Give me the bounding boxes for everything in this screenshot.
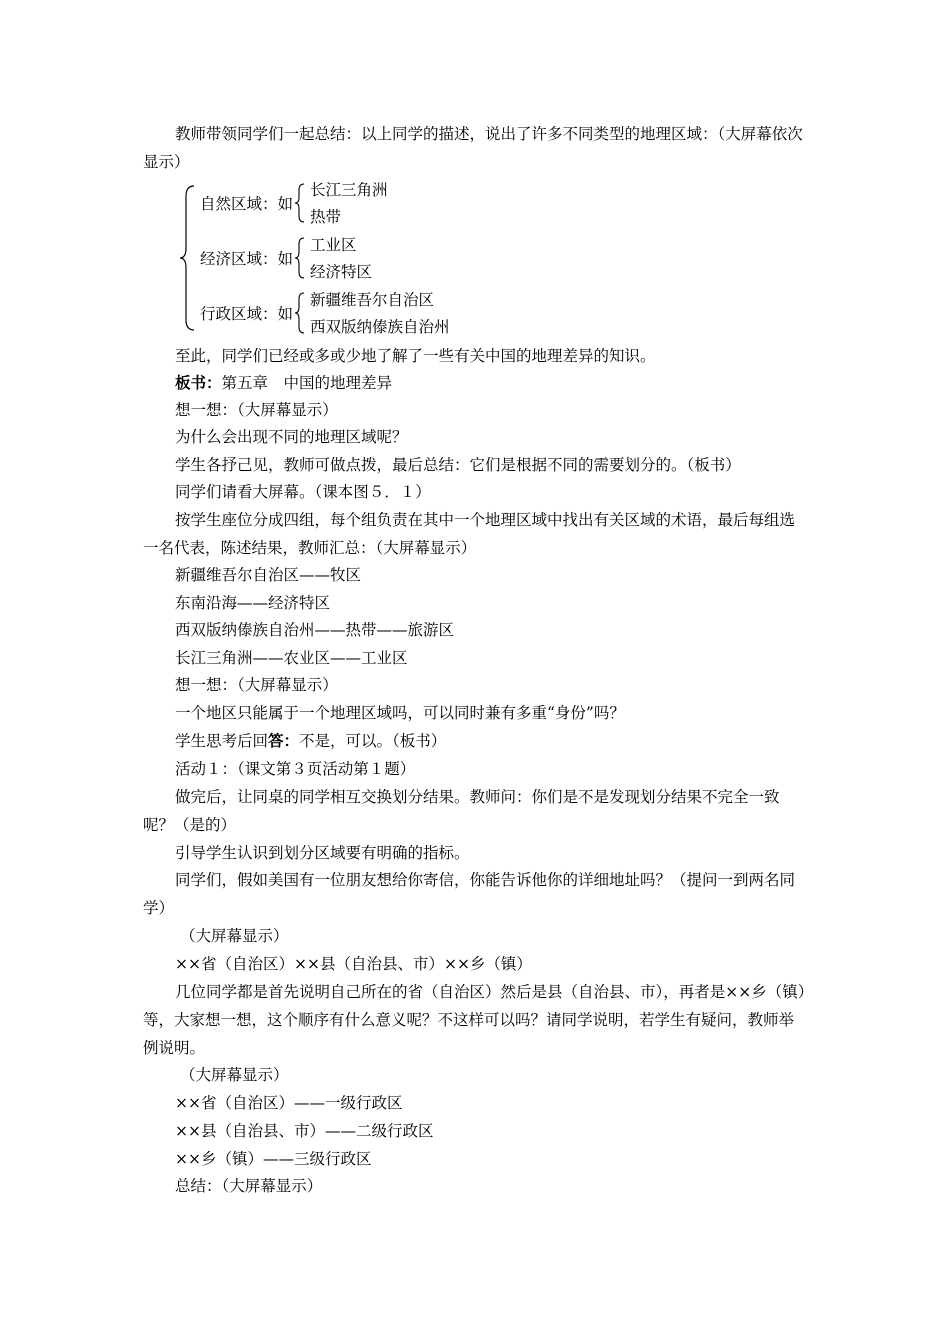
look-screen-line: 同学们请看大屏幕。（课本图５．１） [175,483,431,501]
level-county: ××县（自治县、市）——二级行政区 [175,1122,434,1140]
answer-1: 学生各抒己见，教师可做点拨，最后总结：它们是根据不同的需要划分的。（板书） [175,456,741,474]
question-2: 一个地区只能属于一个地理区域吗，可以同时兼有多重“身份”吗？ [175,704,625,722]
brace-natural [295,184,304,222]
board-line [175,369,840,397]
question-1: 为什么会出现不同的地理区域呢？ [175,428,408,446]
big-brace [180,186,194,330]
knowledge-line: 至此，同学们已经或多或少地了解了一些有关中国的地理差异的知识。 [175,347,656,365]
screen-display-1: （大屏幕显示） [180,927,289,945]
item-tropics: 热带 [310,208,342,226]
term-xinjiang: 新疆维吾尔自治区——牧区 [175,566,362,584]
address-format: ××省（自治区）××县（自治县、市）××乡（镇） [175,955,532,973]
guide-line: 引导学生认识到划分区域要有明确的指标。 [175,844,470,862]
category-administrative: 行政区域：如 [200,305,294,323]
summary-line: 总结：（大屏幕显示） [175,1177,323,1195]
intro-paragraph: 教师带领同学们一起总结：以上同学的描述，说出了许多不同类型的地理区域：（大屏幕依次显示） [143,125,803,171]
think-line-1: 想一想：（大屏幕显示） [175,401,338,419]
level-township: ××乡（镇）——三级行政区 [175,1150,372,1168]
item-special-economic-zone: 经济特区 [310,263,373,281]
category-economic: 经济区域：如 [200,250,294,268]
think-line-2: 想一想：（大屏幕显示） [175,676,338,694]
term-southeast-coast: 东南沿海——经济特区 [175,594,331,612]
brace-economic [295,238,304,278]
region-types-diagram [180,178,500,340]
board-text: 第五章 中国的地理差异 [221,374,393,392]
answer-2-bold: 答： [268,731,300,750]
brace-administrative [295,293,304,333]
answer-2-pre: 学生思考后回 [175,732,269,750]
after-done-paragraph: 做完后，让同桌的同学相互交换划分结果。教师问：你们是不是发现划分结果不完全一致呢？（是的） [143,788,780,834]
term-yangtze-delta: 长江三角洲——农业区——工业区 [175,649,408,667]
term-xishuangbanna: 西双版纳傣族自治州——热带——旅游区 [175,621,455,639]
friend-paragraph: 同学们，假如美国有一位朋友想给你寄信，你能告诉他你的详细地址吗？（提问一到两名同学） [143,871,796,917]
item-xishuangbanna: 西双版纳傣族自治州 [310,318,450,336]
item-yangtze-delta: 长江三角洲 [310,181,388,199]
group-task-paragraph: 按学生座位分成四组，每个组负责在其中一个地理区域中找出有关区域的术语，最后每组选一名代表，陈述结果，教师汇总：（大屏幕显示） [143,511,796,557]
category-natural: 自然区域：如 [200,195,294,213]
item-industrial-zone: 工业区 [310,236,357,254]
level-province: ××省（自治区）——一级行政区 [175,1094,403,1112]
board-label: 板书： [175,373,222,392]
item-xinjiang: 新疆维吾尔自治区 [310,291,435,309]
activity-1: 活动１：（课文第３页活动第１题） [175,760,416,778]
answer-2 [175,727,840,755]
screen-display-2: （大屏幕显示） [180,1066,289,1084]
answer-2-post: 不是，可以。（板书） [299,732,447,750]
order-question-paragraph: 几位同学都是首先说明自己所在的省（自治区）然后是县（自治县、市），再者是××乡（镇）等，大家想一想，这个顺序有什么意义呢？不这样可以吗？请同学说明，若学生有疑问，教师举例说明。 [143,983,806,1057]
